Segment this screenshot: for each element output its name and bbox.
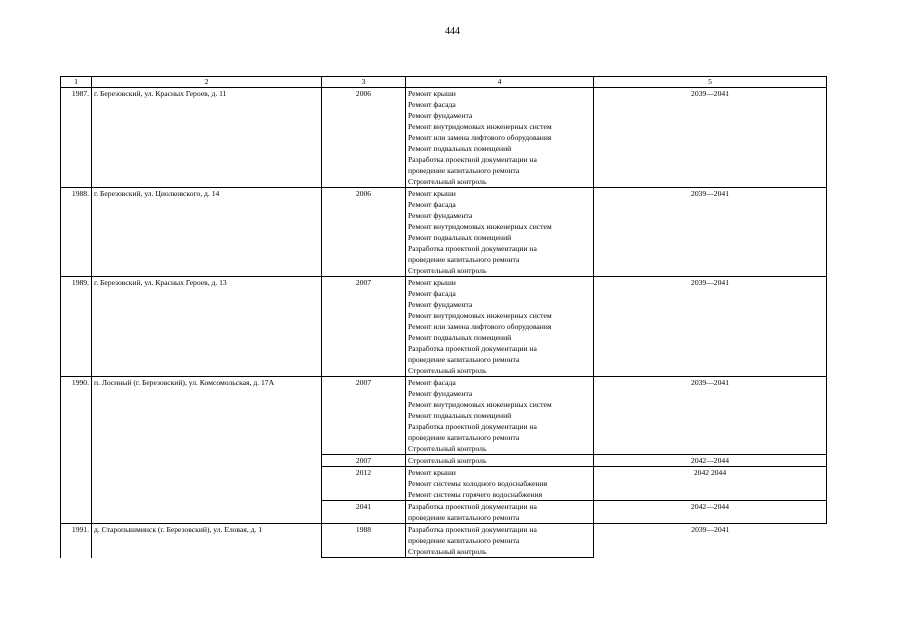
work-item: Строительный контроль	[408, 444, 487, 453]
work-item: Разработка проектной документации на	[408, 344, 537, 353]
work-item: Ремонт фасада	[408, 378, 456, 387]
work-item: Ремонт системы горячего водоснабжения	[408, 490, 543, 499]
work-item: проведение капитального ремонта	[408, 166, 520, 175]
work-item: Ремонт фасада	[408, 200, 456, 209]
work-item: Ремонт фундамента	[408, 211, 473, 220]
repair-period: 2039—2041	[594, 277, 827, 377]
housing-repair-table	[60, 76, 827, 558]
column-header: 3	[322, 77, 406, 88]
build-year: 2006	[322, 88, 406, 188]
work-item: Ремонт фасада	[408, 100, 456, 109]
building-address: п. Лосиный (г. Березовский), ул. Комсомольская, д. 17А	[92, 377, 322, 524]
building-address: г. Березовский, ул. Красных Героев, д. 13	[92, 277, 322, 377]
build-year: 1988	[322, 524, 406, 558]
table-row	[61, 88, 827, 188]
row-number: 1990.	[61, 377, 92, 524]
repair-period: 2039—2041	[594, 377, 827, 455]
build-year: 2006	[322, 188, 406, 277]
work-item: Строительный контроль	[408, 456, 487, 465]
works-list	[406, 377, 594, 455]
row-number: 1988.	[61, 188, 92, 277]
work-item: проведение капитального ремонта	[408, 255, 520, 264]
work-item: Ремонт или замена лифтового оборудования	[408, 322, 552, 331]
work-item: Ремонт крыши	[408, 189, 456, 198]
column-header: 5	[594, 77, 827, 88]
build-year: 2041	[322, 501, 406, 524]
work-item: Ремонт фундамента	[408, 300, 473, 309]
work-item: Ремонт внутридомовых инженерных систем	[408, 222, 552, 231]
work-item: Ремонт фасада	[408, 289, 456, 298]
table-row	[61, 188, 827, 277]
work-item: Разработка проектной документации на	[408, 244, 537, 253]
table-row	[61, 377, 827, 455]
works-list	[406, 467, 594, 501]
repair-period: 2039—2041	[594, 88, 827, 188]
work-item: Разработка проектной документации на	[408, 525, 537, 534]
work-item: Ремонт фундамента	[408, 111, 473, 120]
work-item: Ремонт крыши	[408, 278, 456, 287]
page-number: 444	[445, 26, 460, 37]
repair-period: 2039—2041	[594, 524, 827, 558]
work-item: Ремонт или замена лифтового оборудования	[408, 133, 552, 142]
work-item: Ремонт подвальных помещений	[408, 333, 512, 342]
table-row	[61, 277, 827, 377]
works-list	[406, 501, 594, 524]
work-item: Ремонт внутридомовых инженерных систем	[408, 122, 552, 131]
work-item: Ремонт системы холодного водоснабжения	[408, 479, 548, 488]
works-list	[406, 188, 594, 277]
work-item: Разработка проектной документации на	[408, 155, 537, 164]
repair-period: 2042 2044	[594, 467, 827, 501]
column-header: 1	[61, 77, 92, 88]
work-item: проведение капитального ремонта	[408, 513, 520, 522]
building-address: г. Березовский, ул. Циолковского, д. 14	[92, 188, 322, 277]
work-item: Разработка проектной документации на	[408, 502, 537, 511]
work-item: проведение капитального ремонта	[408, 355, 520, 364]
works-list	[406, 455, 594, 467]
work-item: Ремонт подвальных помещений	[408, 144, 512, 153]
work-item: Ремонт крыши	[408, 89, 456, 98]
work-item: проведение капитального ремонта	[408, 433, 520, 442]
building-address: г. Березовский, ул. Красных Героев, д. 11	[92, 88, 322, 188]
table-row	[61, 524, 827, 558]
work-item: Ремонт внутридомовых инженерных систем	[408, 311, 552, 320]
work-item: Ремонт подвальных помещений	[408, 411, 512, 420]
works-list	[406, 88, 594, 188]
work-item: проведение капитального ремонта	[408, 536, 520, 545]
work-item: Ремонт внутридомовых инженерных систем	[408, 400, 552, 409]
repair-period: 2042—2044	[594, 501, 827, 524]
row-number: 1989.	[61, 277, 92, 377]
row-number: 1991.	[61, 524, 92, 558]
build-year: 2012	[322, 467, 406, 501]
work-item: Строительный контроль	[408, 547, 487, 556]
work-item: Строительный контроль	[408, 366, 487, 375]
building-address: д. Старопышминск (г. Березовский), ул. Еловая, д. 1	[92, 524, 322, 558]
column-header: 4	[406, 77, 594, 88]
works-list	[406, 524, 594, 558]
works-list	[406, 277, 594, 377]
build-year: 2007	[322, 277, 406, 377]
build-year: 2007	[322, 455, 406, 467]
repair-period: 2039—2041	[594, 188, 827, 277]
column-header: 2	[92, 77, 322, 88]
build-year: 2007	[322, 377, 406, 455]
work-item: Ремонт подвальных помещений	[408, 233, 512, 242]
work-item: Ремонт крыши	[408, 468, 456, 477]
repair-period: 2042—2044	[594, 455, 827, 467]
row-number: 1987.	[61, 88, 92, 188]
work-item: Ремонт фундамента	[408, 389, 473, 398]
work-item: Разработка проектной документации на	[408, 422, 537, 431]
work-item: Строительный контроль	[408, 177, 487, 186]
work-item: Строительный контроль	[408, 266, 487, 275]
header-row	[61, 77, 827, 88]
